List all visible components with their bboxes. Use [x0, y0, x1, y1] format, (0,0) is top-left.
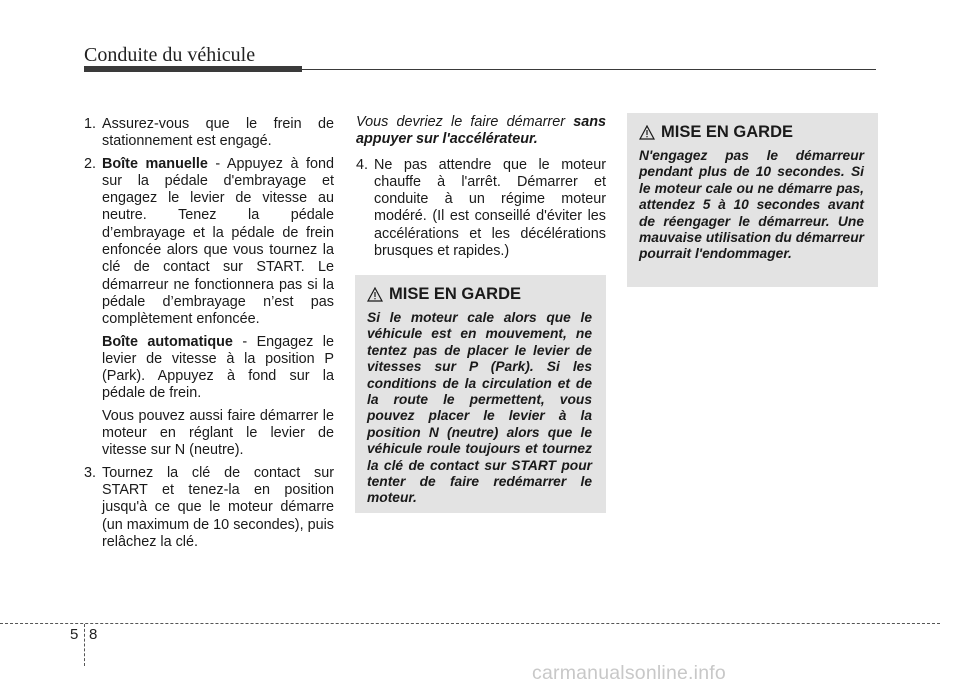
watermark: carmanualsonline.info [532, 662, 726, 684]
left-column [84, 116, 334, 556]
page-number: 8 [89, 626, 98, 643]
middle-column [356, 116, 606, 265]
automatic-text: - Engagez le levier de vitesse à la position P (Park). Appuyez à fond sur la pédale de frein. [102, 333, 334, 402]
step-number: 3. [84, 464, 97, 481]
caution-title: MISE EN GARDE [389, 285, 522, 303]
caution-heading [639, 123, 864, 142]
caution-title: MISE EN GARDE [661, 123, 794, 141]
footer-divider [84, 624, 85, 666]
step-text: Ne pas attendre que le moteur chauffe à l'arrêt. Démarrer et conduite à un régime moteur modéré. (Il est conseillé d'éviter les accélérations et les décélérations brusques et rapides.) [374, 156, 606, 260]
chapter-number: 5 [70, 626, 79, 643]
step-1 [84, 116, 334, 151]
caution-text: N'engagez pas le démarreur pendant plus de 10 secondes. Si le moteur cale ou ne démarre pas, attendez 5 à 10 secondes avant de réengager le démarreur. Une mauvaise utilisation du démarreur pourrait l'endommager. [639, 148, 864, 262]
intro-paragraph [356, 114, 606, 149]
caution-box [627, 113, 878, 287]
step-text: Tournez la clé de contact sur START et tenez-la en position jusqu'à ce que le moteur démarre (un maximum de 10 secondes), puis relâchez la clé. [102, 464, 334, 550]
intro-italic: Vous devriez le faire démarrer [356, 114, 574, 130]
footer-rule [0, 623, 940, 624]
step-text: Assurez-vous que le frein de stationnement est engagé. [102, 116, 334, 150]
caution-box [355, 275, 606, 513]
caution-heading [367, 285, 592, 304]
step-2 [84, 156, 334, 329]
header-bar [84, 66, 302, 72]
page-title: Conduite du véhicule [84, 44, 256, 66]
warning-triangle-icon [367, 287, 383, 302]
caution-text: Si le moteur cale alors que le véhicule est en mouvement, ne tentez pas de placer le levier de vitesses sur P (Park). Si les conditions de la circulation et de la route le permettent, vous pouvez placer le levier à la position N (neutre) alors que le véhicule roule toujours et tournez la clé de contact sur START pour tenter de faire redémarrer le moteur. [367, 310, 592, 506]
step-4 [356, 157, 606, 261]
automatic-label: Boîte automatique [102, 333, 233, 350]
automatic-paragraph [84, 334, 334, 403]
intro-bold: sans appuyer sur l'accélérateur. [356, 114, 606, 148]
manual-text: - Appuyez à fond sur la pédale d'embrayage et engagez le levier de vitesse au neutre. Tenez la pédale d’embrayage et la pédale de frein enfoncée alors que vous tournez la clé de contact sur START. Le démarreur ne fonctionnera pas si la pédale d’embrayage n’est pas complètement enfoncée. [102, 155, 334, 328]
step-number: 1. [84, 116, 97, 132]
step-3 [84, 465, 334, 551]
step-number: 4. [356, 156, 369, 173]
step-number: 2. [84, 155, 97, 172]
header-rule [302, 69, 876, 70]
warning-triangle-icon [639, 125, 655, 140]
manual-label: Boîte manuelle [102, 155, 208, 172]
neutral-paragraph: Vous pouvez aussi faire démarrer le moteur en réglant le levier de vitesse sur N (neutre). [102, 407, 334, 459]
